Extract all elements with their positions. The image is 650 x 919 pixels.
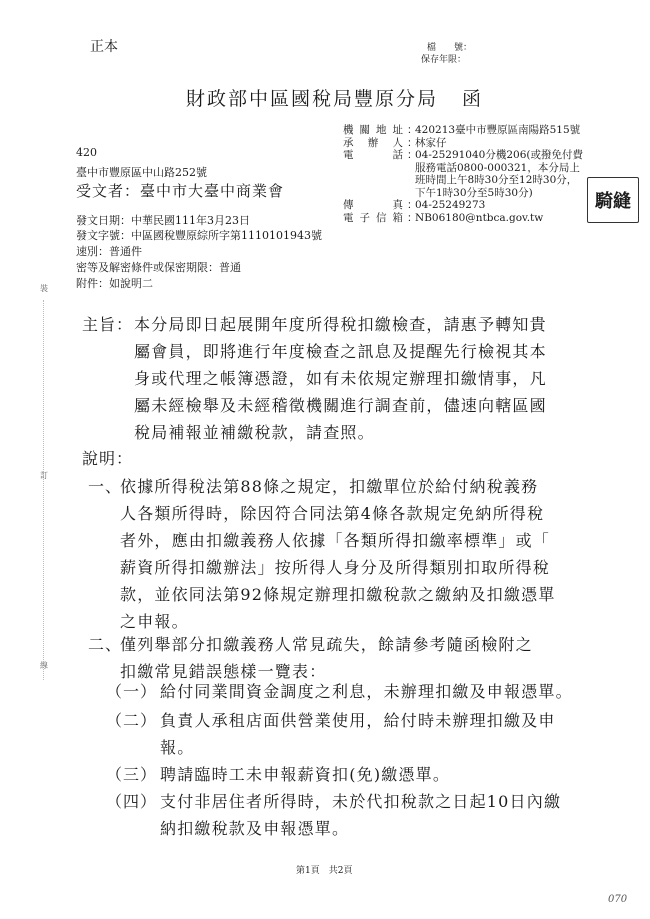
margin-mark-bind: 裝: [40, 284, 48, 293]
margin-mark-staple: 訂: [40, 471, 48, 480]
detail-value: 如說明二: [109, 277, 153, 290]
meta-value: 04-25291040分機206(或撥免付費 服務電話0800-000321，本分局上 班時間上午8時30分至12時30分， 下午1時30分至5時30分): [415, 149, 583, 199]
doc-type: 函: [462, 88, 484, 110]
meta-row-phone: 電話 ： 04-25291040分機206(或撥免付費 服務電話0800-000321，本分局上 班時間上午8時30分至12時30分， 下午1時30分至5時30分): [343, 149, 630, 199]
subject-label: 主旨：: [82, 315, 134, 334]
meta-value: 04-25249273: [415, 199, 486, 211]
detail-speed: [76, 245, 142, 258]
meta-row-handler: 承辦人 ： 林家仔: [343, 137, 630, 150]
meta-row-fax: 傳真 ： 04-25249273: [343, 199, 630, 212]
item-number: 二、: [88, 635, 123, 654]
subject-text: 本分局即日起展開年度所得稅扣繳檢查，請惠予轉知貴 屬會員，即將進行年度檢查之訊息及提醒先行檢視其本 身或代理之帳簿憑證，如有未依規定辦理扣繳情事，凡 屬未經檢舉及未經稽徵機關進行調查前，儘速向轄區國 稅局補報並補繳稅款，請查照。: [134, 315, 547, 442]
subitem-number: （四）: [106, 792, 158, 811]
detail-label: 速別：: [76, 245, 109, 258]
recipient-address: 臺中市豐原區中山路252號: [76, 166, 207, 179]
item-number: 一、: [88, 477, 123, 496]
subitem-number: （二）: [106, 711, 158, 730]
meta-value: 420213臺中市豐原區南陽路515號: [415, 124, 581, 136]
detail-value: 中區國稅豐原綜所字第1110101943號: [131, 229, 322, 242]
page-number: 第1頁 共2頁: [296, 866, 353, 876]
binding-line: [43, 300, 45, 680]
detail-label: 密等及解密條件或保密期限：: [76, 261, 219, 274]
stamp-text: 騎縫: [595, 191, 631, 212]
detail-value: 普通件: [109, 245, 142, 258]
meta-label: 電話: [343, 149, 403, 161]
margin-mark-line: 線: [40, 661, 48, 670]
meta-row-email: 電子信箱 ： NB06180@ntbca.gov.tw: [343, 212, 630, 225]
seal-stamp: [587, 177, 639, 223]
file-number-label: 檔 號：: [427, 43, 473, 53]
detail-label: 發文日期：: [76, 214, 131, 227]
detail-value: 普通: [219, 261, 241, 274]
meta-value: NB06180@ntbca.gov.tw: [415, 211, 544, 224]
postal-code: 420: [76, 146, 97, 159]
detail-doc-number: [76, 229, 322, 242]
item-text: 依據所得稅法第88條之規定，扣繳單位於給付納稅義務 人各類所得時，除因符合同法第4條各款規定免納所得稅 者外，應由扣繳義務人依據「各類所得扣繳率標準」或「 薪資所得扣繳辦法」按所得人身分及所得類別扣取所得稅 款，並依同法第92條規定辦理扣繳稅款之繳納及扣繳憑單 之申報。: [120, 477, 556, 631]
retention-label: 保存年限：: [421, 55, 467, 65]
recipient-label: 受文者：: [76, 182, 141, 200]
copy-mark: 正本: [90, 39, 118, 55]
subitem-text: 負責人承租店面供營業使用，給付時未辦理扣繳及申 報。: [160, 711, 556, 757]
detail-label: 附件：: [76, 277, 109, 290]
subitem-text: 給付同業間資金調度之利息，未辦理扣繳及申報憑單。: [160, 682, 573, 701]
recipient: [76, 180, 284, 201]
meta-label: 電子信箱: [343, 211, 403, 224]
meta-row-address: 機關地址 ： 420213臺中市豐原區南陽路515號: [343, 124, 630, 137]
meta-value: 林家仔: [415, 136, 447, 149]
meta-label: 承辦人: [343, 136, 403, 149]
subitem-text: 支付非居住者所得時，未於代扣稅款之日起10日內繳 納扣繳稅款及申報憑單。: [160, 792, 562, 838]
corner-note: 070: [608, 894, 628, 905]
detail-attachment: [76, 277, 153, 290]
item-text: 僅列舉部分扣繳義務人常見疏失，餘請參考隨函檢附之 扣繳常見錯誤態樣一覽表：: [120, 635, 533, 681]
meta-label: 機關地址: [343, 124, 403, 136]
detail-security: [76, 261, 241, 274]
subitem-text: 聘請臨時工未申報薪資扣(免)繳憑單。: [160, 765, 451, 784]
detail-issue-date: [76, 214, 250, 227]
agency-title: 財政部中區國稅局豐原分局: [186, 88, 439, 110]
detail-value: 中華民國111年3月23日: [131, 214, 250, 227]
explanation-label: 說明：: [82, 449, 134, 468]
meta-label: 傳真: [343, 199, 403, 211]
recipient-name: 臺中市大臺中商業會: [140, 182, 285, 200]
subitem-number: （三）: [106, 765, 158, 784]
subitem-number: （一）: [106, 682, 158, 701]
detail-label: 發文字號：: [76, 229, 131, 242]
